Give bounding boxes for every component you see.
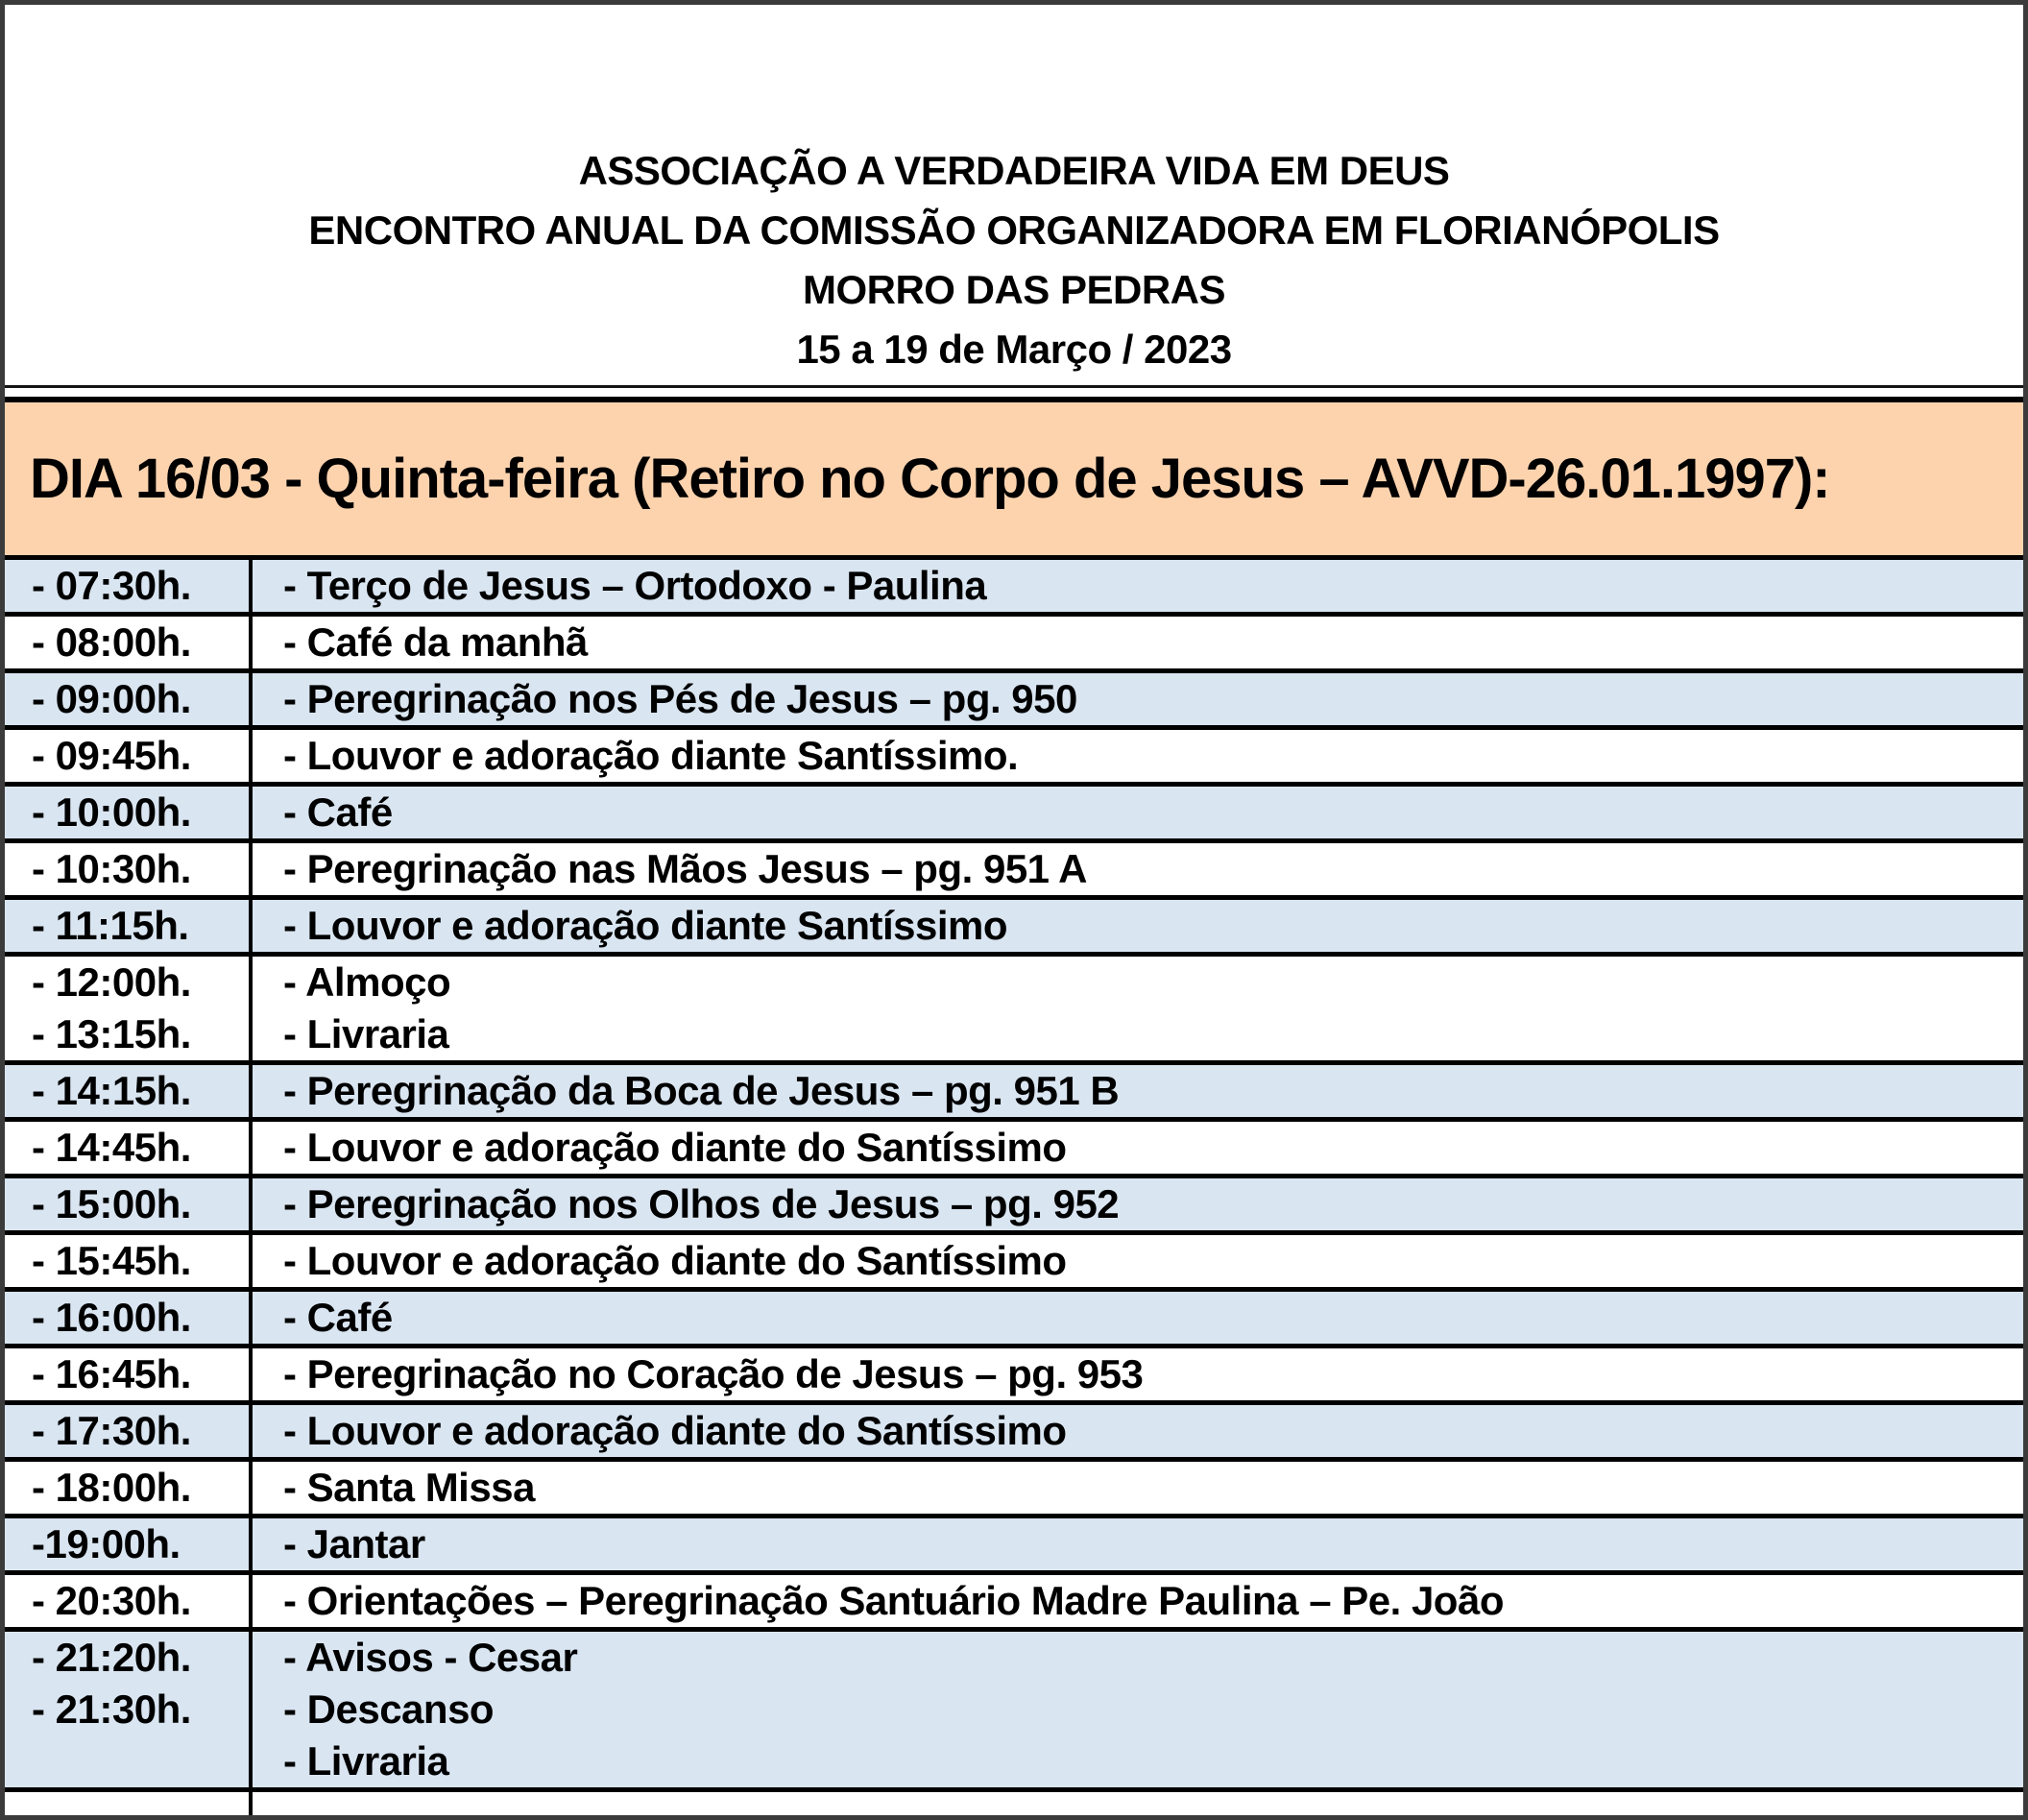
activity-cell <box>253 1792 2023 1815</box>
time-text: - 14:45h. <box>32 1125 191 1170</box>
activity-cell <box>253 1122 2023 1174</box>
activity-text: - Louvor e adoração diante do Santíssimo <box>283 1238 1067 1283</box>
time-cell <box>5 787 253 838</box>
activity-cell <box>253 1235 2023 1287</box>
table-row <box>5 1632 2023 1792</box>
table-row <box>5 1792 2023 1815</box>
time-cell <box>5 1518 253 1570</box>
time-text: - 15:45h. <box>32 1238 191 1283</box>
time-cell <box>5 843 253 895</box>
time-text: -19:00h. <box>32 1521 181 1566</box>
time-text: - 10:30h. <box>32 846 191 891</box>
activity-cell <box>253 1632 2023 1787</box>
time-cell <box>5 1405 253 1457</box>
time-cell <box>5 1792 253 1815</box>
header-location: MORRO DAS PEDRAS <box>802 267 1226 312</box>
activity-text: - Almoço <box>283 959 451 1005</box>
time-text: - 16:00h. <box>32 1295 191 1340</box>
time-text: - 13:15h. <box>32 1011 191 1056</box>
activity-cell <box>253 787 2023 838</box>
time-cell <box>5 730 253 782</box>
activity-text: - Livraria <box>283 1011 449 1056</box>
activity-cell <box>253 1292 2023 1344</box>
activity-text: - Avisos - Cesar <box>283 1635 578 1680</box>
table-row <box>5 1462 2023 1518</box>
time-text: - 15:00h. <box>32 1181 191 1226</box>
time-text: - 14:15h. <box>32 1068 191 1113</box>
activity-text: - Louvor e adoração diante do Santíssimo <box>283 1408 1067 1453</box>
activity-text: - Terço de Jesus – Ortodoxo - Paulina <box>283 563 987 608</box>
activity-cell <box>253 617 2023 668</box>
activity-text: - Orientações – Peregrinação Santuário Madre Paulina – Pe. João <box>283 1578 1504 1623</box>
activity-text: - Café <box>283 789 393 835</box>
activity-cell <box>253 1405 2023 1457</box>
time-cell <box>5 1348 253 1400</box>
time-text: - 18:00h. <box>32 1465 191 1510</box>
time-cell <box>5 1292 253 1344</box>
activity-text: - Livraria <box>283 1738 449 1784</box>
day-banner-title: DIA 16/03 - Quinta-feira (Retiro no Corpo de Jesus – AVVD-26.01.1997): <box>30 448 1830 510</box>
activity-text: - Peregrinação nas Mãos Jesus – pg. 951 A <box>283 846 1087 891</box>
activity-cell <box>253 957 2023 1060</box>
table-row <box>5 1065 2023 1122</box>
table-row <box>5 900 2023 957</box>
activity-text: - Louvor e adoração diante Santíssimo. <box>283 733 1019 778</box>
activity-text: - Louvor e adoração diante Santíssimo <box>283 903 1008 948</box>
table-row <box>5 730 2023 787</box>
table-row <box>5 1405 2023 1462</box>
time-cell <box>5 1122 253 1174</box>
time-cell <box>5 1235 253 1287</box>
table-row <box>5 1575 2023 1632</box>
activity-cell <box>253 1178 2023 1230</box>
time-text: - 16:45h. <box>32 1351 191 1396</box>
time-cell <box>5 900 253 952</box>
header-banner-gap <box>5 388 2023 397</box>
activity-text: - Peregrinação nos Olhos de Jesus – pg. 952 <box>283 1181 1120 1226</box>
time-text: - 11:15h. <box>32 903 189 948</box>
time-text: - 09:00h. <box>32 676 191 721</box>
header-date-range: 15 a 19 de Março / 2023 <box>796 327 1232 372</box>
table-row <box>5 617 2023 673</box>
time-text: - 08:00h. <box>32 619 191 665</box>
time-cell <box>5 1462 253 1514</box>
activity-text: - Peregrinação da Boca de Jesus – pg. 951 B <box>283 1068 1120 1113</box>
document-header <box>5 5 2023 388</box>
time-text: - 10:00h. <box>32 789 191 835</box>
time-cell <box>5 1632 253 1787</box>
time-cell <box>5 1178 253 1230</box>
activity-cell <box>253 1462 2023 1514</box>
activity-text: - Jantar <box>283 1521 425 1566</box>
time-cell <box>5 1575 253 1627</box>
time-text: - 12:00h. <box>32 959 191 1005</box>
time-cell <box>5 957 253 1060</box>
schedule-table <box>5 560 2023 1815</box>
header-event-name: ENCONTRO ANUAL DA COMISSÃO ORGANIZADORA EM FLORIANÓPOLIS <box>308 207 1720 253</box>
activity-cell <box>253 900 2023 952</box>
header-association-name: ASSOCIAÇÃO A VERDADEIRA VIDA EM DEUS <box>578 148 1450 193</box>
activity-cell <box>253 560 2023 612</box>
time-text: - 21:30h. <box>32 1687 191 1732</box>
time-cell <box>5 673 253 725</box>
time-text: - 21:20h. <box>32 1635 191 1680</box>
table-row <box>5 1235 2023 1292</box>
table-row <box>5 1518 2023 1575</box>
activity-cell <box>253 1518 2023 1570</box>
activity-text: - Peregrinação no Coração de Jesus – pg. 953 <box>283 1351 1144 1396</box>
table-row <box>5 843 2023 900</box>
time-text: - 07:30h. <box>32 563 191 608</box>
table-row <box>5 1178 2023 1235</box>
table-row <box>5 1292 2023 1348</box>
time-cell <box>5 617 253 668</box>
time-text: - 17:30h. <box>32 1408 191 1453</box>
time-text: - 20:30h. <box>32 1578 191 1623</box>
activity-cell <box>253 1348 2023 1400</box>
activity-cell <box>253 1575 2023 1627</box>
table-row <box>5 957 2023 1065</box>
activity-text: - Peregrinação nos Pés de Jesus – pg. 950 <box>283 676 1077 721</box>
table-row <box>5 787 2023 843</box>
activity-text: - Santa Missa <box>283 1465 535 1510</box>
activity-text: - Café da manhã <box>283 619 588 665</box>
activity-cell <box>253 843 2023 895</box>
time-cell <box>5 560 253 612</box>
activity-cell <box>253 1065 2023 1117</box>
activity-text: - Café <box>283 1295 393 1340</box>
table-row <box>5 1122 2023 1178</box>
table-row <box>5 1348 2023 1405</box>
time-text: - 09:45h. <box>32 733 191 778</box>
day-banner <box>5 397 2023 560</box>
table-row <box>5 560 2023 617</box>
activity-cell <box>253 673 2023 725</box>
activity-cell <box>253 730 2023 782</box>
time-cell <box>5 1065 253 1117</box>
table-row <box>5 673 2023 730</box>
activity-text: - Louvor e adoração diante do Santíssimo <box>283 1125 1067 1170</box>
activity-text: - Descanso <box>283 1687 495 1732</box>
